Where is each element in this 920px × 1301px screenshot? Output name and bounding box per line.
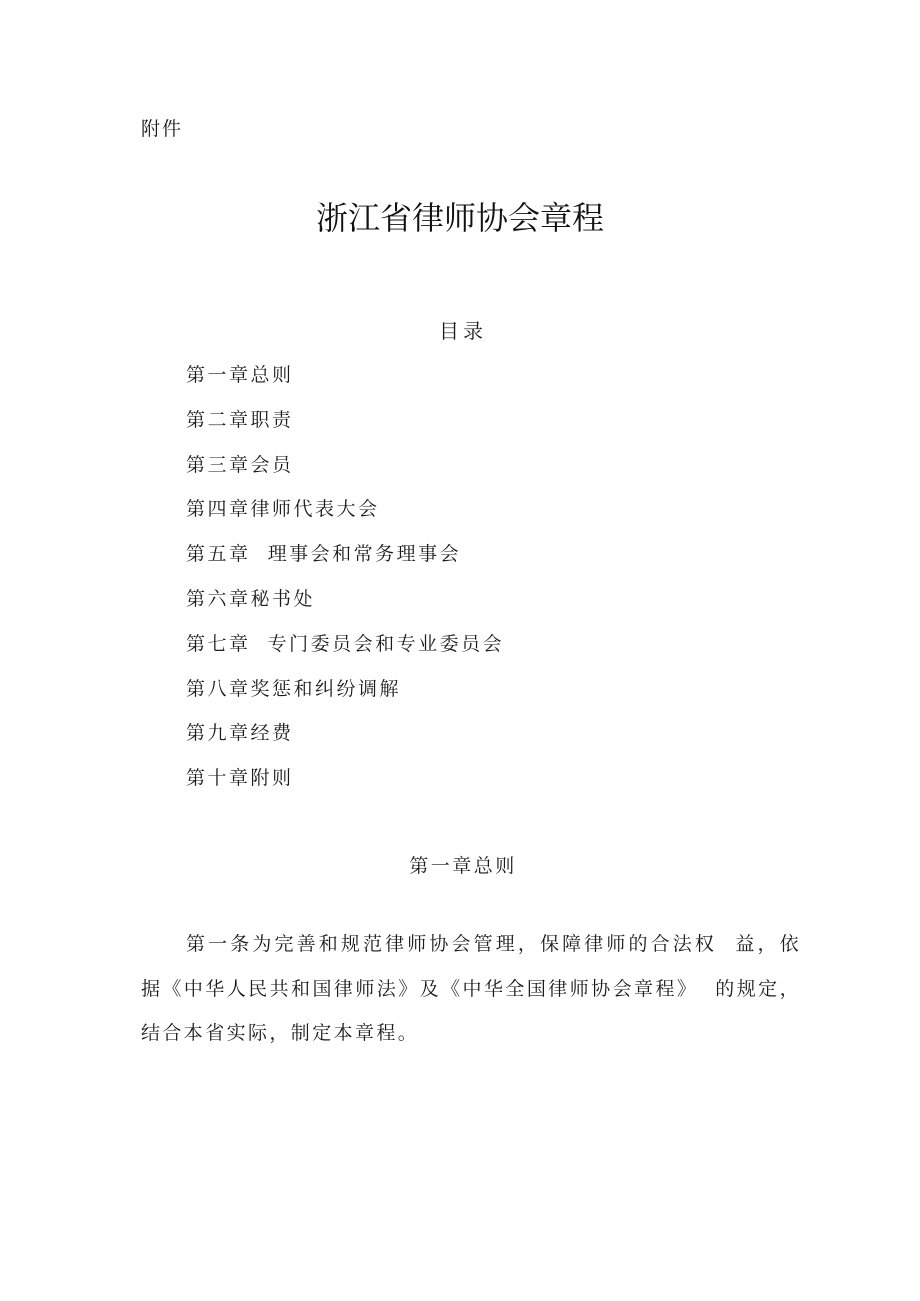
toc-item: 第二章职责 <box>186 408 294 431</box>
toc-item: 第八章奖惩和纠纷调解 <box>186 677 402 700</box>
toc-item: 第十章附则 <box>186 767 294 790</box>
table-of-contents <box>186 361 504 809</box>
toc-item: 第九章经费 <box>186 722 294 745</box>
toc-heading: 目录 <box>439 319 487 343</box>
article-paragraph: 第一条为完善和规范律师协会管理，保障律师的合法权 益，依据《中华人民共和国律师法》及《中华全国律师协会章程》 的规定，结合本省实际，制定本章程。 <box>141 933 801 1044</box>
chapter-heading: 第一章总则 <box>409 855 517 877</box>
toc-item: 第五章 理事会和常务理事会 <box>186 543 462 566</box>
toc-item: 第三章会员 <box>186 453 294 476</box>
toc-item: 第七章 专门委员会和专业委员会 <box>186 632 505 655</box>
toc-item: 第四章律师代表大会 <box>186 498 380 521</box>
document-title: 浙江省律师协会章程 <box>315 199 604 237</box>
toc-item: 第六章秘书处 <box>186 587 316 610</box>
toc-item: 第一章总则 <box>186 364 294 386</box>
attachment-label: 附件 <box>141 118 184 140</box>
